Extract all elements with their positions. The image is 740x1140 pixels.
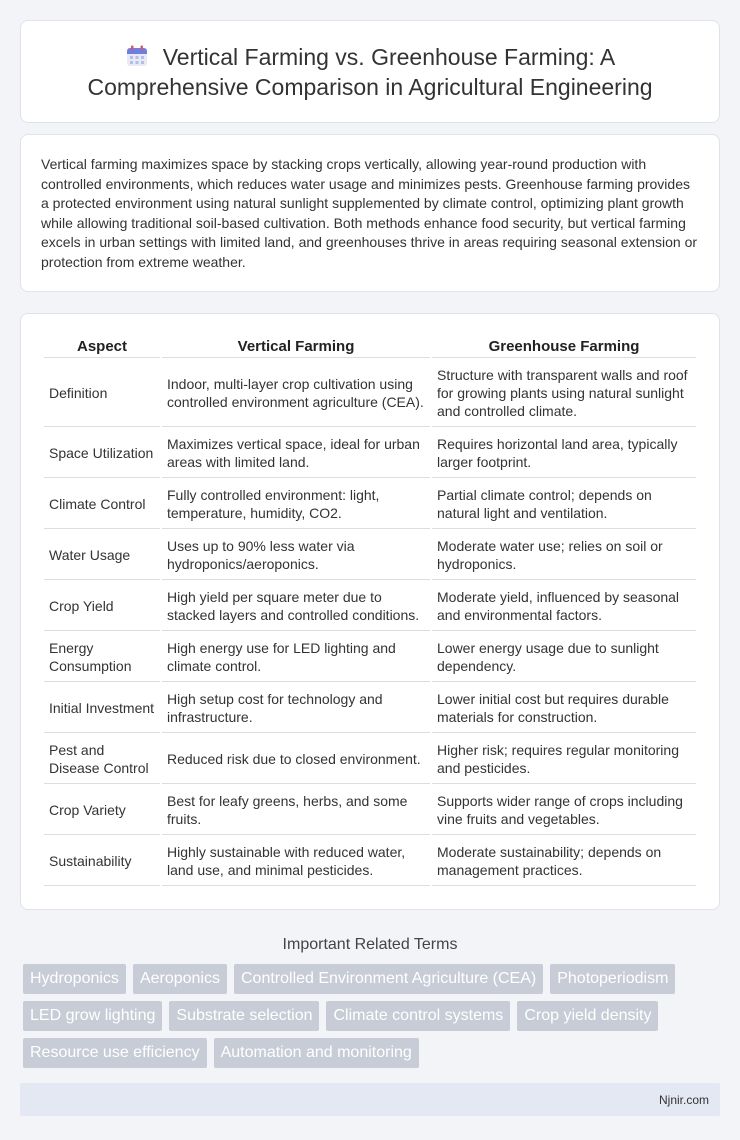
cell-aspect: Energy Consumption — [44, 633, 160, 682]
tag-automation-and-monitoring[interactable]: Automation and monitoring — [214, 1038, 419, 1068]
cell-aspect: Crop Yield — [44, 582, 160, 631]
table-row — [44, 582, 696, 631]
cell-greenhouse: Structure with transparent walls and roof for growing plants using natural sunlight and controlled climate. — [432, 360, 696, 427]
cell-greenhouse: Requires horizontal land area, typically larger footprint. — [432, 429, 696, 478]
comparison-table-card — [20, 313, 720, 910]
cell-vertical: High yield per square meter due to stacked layers and controlled conditions. — [162, 582, 430, 631]
cell-greenhouse: Lower initial cost but requires durable materials for construction. — [432, 684, 696, 733]
cell-vertical: High energy use for LED lighting and climate control. — [162, 633, 430, 682]
cell-vertical: Fully controlled environment: light, temperature, humidity, CO2. — [162, 480, 430, 529]
related-terms-tags — [20, 964, 720, 1068]
cell-aspect: Sustainability — [44, 837, 160, 886]
cell-vertical: Maximizes vertical space, ideal for urban areas with limited land. — [162, 429, 430, 478]
intro-card — [20, 134, 720, 292]
comparison-table — [42, 333, 698, 888]
header-greenhouse-farming: Greenhouse Farming — [432, 335, 696, 358]
related-terms-title: Important Related Terms — [282, 936, 458, 953]
table-row — [44, 360, 696, 427]
tag-climate-control-systems[interactable]: Climate control systems — [326, 1001, 510, 1031]
header-vertical-farming: Vertical Farming — [162, 335, 430, 358]
footer-brand[interactable]: Njnir.com — [658, 1092, 709, 1107]
tag-cea[interactable]: Controlled Environment Agriculture (CEA) — [234, 964, 543, 994]
calendar-icon — [125, 44, 149, 68]
table-row — [44, 531, 696, 580]
footer — [20, 1083, 720, 1116]
tag-hydroponics[interactable]: Hydroponics — [23, 964, 126, 994]
cell-vertical: High setup cost for technology and infrastructure. — [162, 684, 430, 733]
related-terms-section — [20, 936, 720, 1068]
table-row — [44, 786, 696, 835]
cell-vertical: Highly sustainable with reduced water, land use, and minimal pesticides. — [162, 837, 430, 886]
tag-resource-use-efficiency[interactable]: Resource use efficiency — [23, 1038, 207, 1068]
page-title-text: Vertical Farming vs. Greenhouse Farming: A Comprehensive Comparison in Agricultural Engineering — [87, 43, 653, 100]
cell-greenhouse: Supports wider range of crops including vine fruits and vegetables. — [432, 786, 696, 835]
table-row — [44, 735, 696, 784]
cell-vertical: Uses up to 90% less water via hydroponics/aeroponics. — [162, 531, 430, 580]
table-header-row — [44, 335, 696, 358]
title-card — [20, 20, 720, 123]
table-row — [44, 429, 696, 478]
cell-greenhouse: Higher risk; requires regular monitoring and pesticides. — [432, 735, 696, 784]
cell-greenhouse: Moderate water use; relies on soil or hydroponics. — [432, 531, 696, 580]
cell-greenhouse: Lower energy usage due to sunlight dependency. — [432, 633, 696, 682]
cell-aspect: Crop Variety — [44, 786, 160, 835]
cell-aspect: Pest and Disease Control — [44, 735, 160, 784]
cell-aspect: Initial Investment — [44, 684, 160, 733]
page-title — [61, 42, 679, 102]
cell-vertical: Reduced risk due to closed environment. — [162, 735, 430, 784]
cell-vertical: Best for leafy greens, herbs, and some fruits. — [162, 786, 430, 835]
tag-crop-yield-density[interactable]: Crop yield density — [517, 1001, 658, 1031]
table-row — [44, 480, 696, 529]
cell-vertical: Indoor, multi-layer crop cultivation using controlled environment agriculture (CEA). — [162, 360, 430, 427]
cell-greenhouse: Partial climate control; depends on natural light and ventilation. — [432, 480, 696, 529]
table-row — [44, 837, 696, 886]
intro-paragraph: Vertical farming maximizes space by stacking crops vertically, allowing year-round production with controlled environments, which reduces water usage and minimizes pests. Greenhouse farming provides a protected environment using natural sunlight supplemented by climate control, optimizing plant growth while allowing traditional soil-based cultivation. Both methods enhance food security, but vertical farming excels in urban settings with limited land, and greenhouses thrive in areas requiring seasonal extension or protection from extreme weather. — [41, 156, 698, 270]
tag-led-grow-lighting[interactable]: LED grow lighting — [23, 1001, 162, 1031]
cell-greenhouse: Moderate yield, influenced by seasonal and environmental factors. — [432, 582, 696, 631]
cell-aspect: Climate Control — [44, 480, 160, 529]
cell-aspect: Space Utilization — [44, 429, 160, 478]
table-row — [44, 684, 696, 733]
header-aspect: Aspect — [44, 335, 160, 358]
tag-aeroponics[interactable]: Aeroponics — [133, 964, 227, 994]
cell-aspect: Water Usage — [44, 531, 160, 580]
tag-substrate-selection[interactable]: Substrate selection — [169, 1001, 319, 1031]
cell-greenhouse: Moderate sustainability; depends on management practices. — [432, 837, 696, 886]
cell-aspect: Definition — [44, 360, 160, 427]
table-row — [44, 633, 696, 682]
tag-photoperiodism[interactable]: Photoperiodism — [550, 964, 675, 994]
